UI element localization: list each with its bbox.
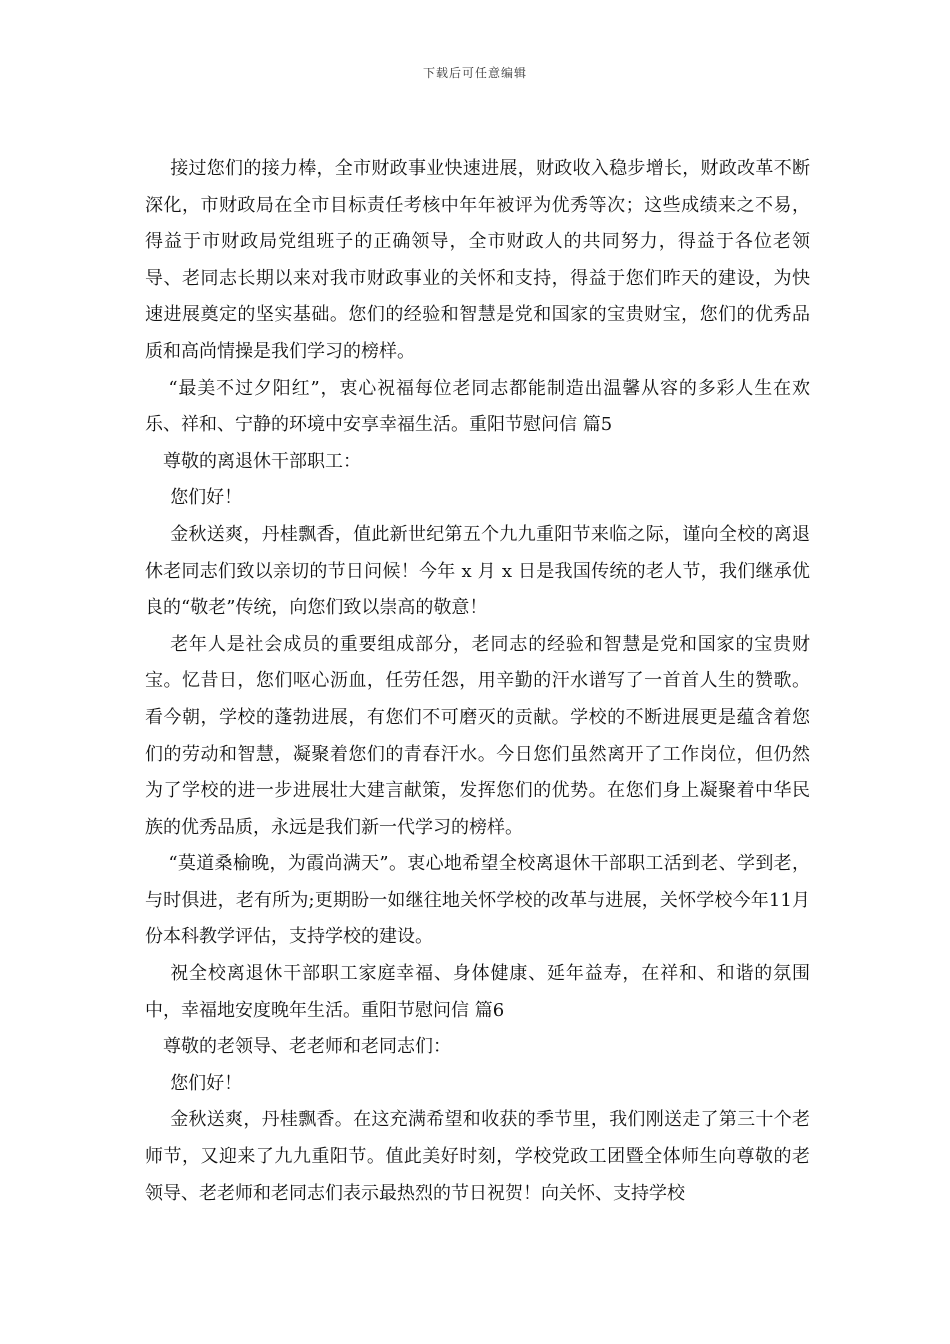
paragraph: 接过您们的接力棒，全市财政事业快速进展，财政收入稳步增长，财政改革不断深化，市财政局在全市目标责任考核中年年被评为优秀等次；这些成绩来之不易，得益于市财政局党组班子的正确领导，全市财政人的共同努力，得益于各位老领导、老同志长期以来对我市财政事业的关怀和支持，得益于您们昨天的建设，为快速进展奠定的坚实基础。您们的经验和智慧是党和国家的宝贵财宝，您们的优秀品质和高尚情操是我们学习的榜样。 [145, 158, 810, 362]
document-body [145, 151, 810, 1212]
greeting: 您们好！ [170, 487, 243, 509]
page-header: 下载后可任意编辑 [422, 66, 527, 80]
paragraph: 金秋送爽，丹桂飘香，值此新世纪第五个九九重阳节来临之际，谨向全校的离退休老同志们致以亲切的节日问候！今年 x 月 x 日是我国传统的老人节，我们继承优良的“敬老”传统，向您们致以崇高的敬意！ [145, 523, 810, 619]
paragraph: 老年人是社会成员的重要组成部分，老同志的经验和智慧是党和国家的宝贵财宝。忆昔日，您们呕心沥血，任劳任怨，用辛勤的汗水谱写了一首首人生的赞歌。看今朝，学校的蓬勃进展，有您们不可磨灭的贡献。学校的不断进展更是蕴含着您们的劳动和智慧，凝聚着您们的青春汗水。今日您们虽然离开了工作岗位，但仍然为了学校的进一步进展壮大建言献策，发挥您们的优势。在您们身上凝聚着中华民族的优秀品质，永远是我们新一代学习的榜样。 [145, 633, 810, 838]
salutation: 尊敬的离退休干部职工： [163, 450, 361, 472]
paragraph: “莫道桑榆晚，为霞尚满天”。衷心地希望全校离退休干部职工活到老、学到老，与时俱进，老有所为;更期盼一如继往地关怀学校的改革与进展，关怀学校今年11月份本科教学评估，支持学校的建设。 [145, 853, 810, 948]
salutation: 尊敬的老领导、老老师和老同志们： [163, 1036, 451, 1058]
greeting: 您们好！ [170, 1072, 243, 1094]
paragraph: 祝全校离退休干部职工家庭幸福、身体健康、延年益寿，在祥和、和谐的氛围中，幸福地安度晚年生活。重阳节慰问信 篇6 [145, 963, 810, 1021]
paragraph: 金秋送爽，丹桂飘香。在这充满希望和收获的季节里，我们刚送走了第三十个老师节，又迎来了九九重阳节。值此美好时刻，学校党政工团暨全体师生向尊敬的老领导、老老师和老同志们表示最热烈的节日祝贺！向关怀、支持学校 [145, 1109, 810, 1204]
paragraph: “最美不过夕阳红”，衷心祝福每位老同志都能制造出温馨从容的多彩人生在欢乐、祥和、宁静的环境中安享幸福生活。重阳节慰问信 篇5 [145, 377, 810, 436]
